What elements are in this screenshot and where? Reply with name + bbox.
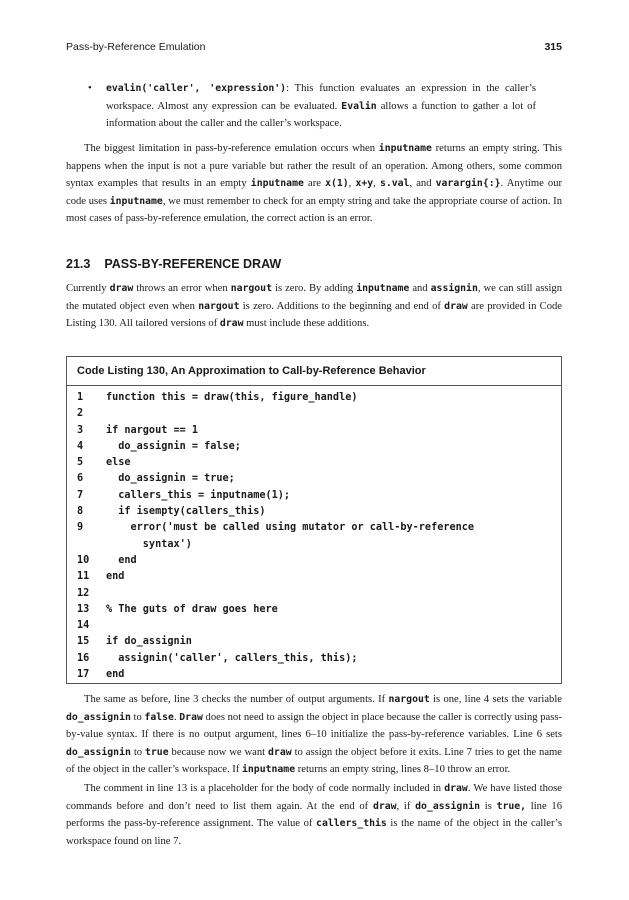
line-number: 13 [77, 603, 90, 615]
code-line [67, 618, 561, 634]
code-text: end [106, 571, 125, 583]
section-heading [66, 257, 281, 271]
code-listing-title: Code Listing 130, An Approximation to Call-by-Reference Behavior [77, 365, 426, 377]
inline-code: Evalin [341, 100, 377, 112]
code-line [67, 406, 561, 422]
code-line [67, 520, 561, 536]
line-number: 7 [77, 489, 84, 501]
line-number: 11 [77, 571, 90, 583]
line-number: 6 [77, 473, 84, 485]
paragraph-explanation: The same as before, line 3 checks the number of output arguments. If nargout is one, line 4 sets the variable do_assignin to false. Draw does not need to assign the object in place because the caller is correctly using pass-by-value syntax. If there is no output argument, lines 6–10 initialize the pass-by-reference variables. Line 6 sets do_assignin to true because now we want draw to assign the object before it exits. Line 7 tries to get the name of the object in the caller’s workspace. If inputname returns an empty string, lines 8–10 throw an error. [66, 694, 563, 776]
code-line [67, 471, 561, 487]
page-number: 315 [544, 41, 562, 53]
line-number: 8 [77, 506, 84, 518]
code-text: function this = draw(this, figure_handle) [106, 392, 358, 403]
code-text: assignin('caller', callers_this, this); [106, 652, 358, 664]
code-line [67, 537, 561, 553]
code-line [67, 586, 561, 602]
line-number: 5 [77, 457, 84, 469]
line-number: 17 [77, 669, 90, 681]
code-line [67, 488, 561, 504]
code-line [67, 390, 561, 406]
code-text: if nargout == 1 [106, 424, 199, 436]
line-number: 15 [77, 636, 90, 648]
code-text: else [106, 457, 131, 469]
code-text: if do_assignin [106, 636, 192, 648]
paragraph-draw-intro: Currently draw throws an error when nargout is zero. By adding inputname and assignin, we can still assign the mutated object even when nargout is zero. Additions to the beginning and end of draw are provided in Code Listing 130. All tailored versions of draw must include these additions. [66, 283, 563, 330]
code-line [67, 602, 561, 618]
code-line [67, 439, 561, 455]
code-line [67, 634, 561, 650]
inline-code: evalin('caller', 'expression') [106, 83, 287, 94]
code-text: end [106, 554, 137, 566]
line-number: 2 [77, 408, 84, 420]
line-number: 16 [77, 652, 90, 664]
bullet-item [90, 80, 536, 133]
line-number: 10 [77, 554, 90, 566]
code-listing-box [66, 356, 562, 684]
code-text: syntax') [106, 538, 192, 550]
code-listing-body [67, 390, 561, 683]
code-text: error('must be called using mutator or call-by-reference [106, 522, 475, 534]
running-header [66, 41, 562, 55]
line-number: 12 [77, 587, 90, 599]
line-number: 14 [77, 620, 90, 632]
line-number: 1 [77, 392, 84, 403]
code-line [67, 667, 561, 683]
paragraph-comment: The comment in line 13 is a placeholder for the body of code normally included in draw. We have listed those commands before and don’t need to list them again. At the end of draw, if do_assignin is true, line 16 performs the pass-by-reference assignment. The value of callers_this is the name of the object in the caller’s workspace found on line 7. [66, 783, 563, 847]
code-line [67, 423, 561, 439]
code-line [67, 569, 561, 585]
code-text: end [106, 669, 125, 681]
code-line [67, 553, 561, 569]
line-number: 4 [77, 440, 84, 452]
line-number: 9 [77, 522, 84, 534]
bullet-text: evalin('caller', 'expression'): This function evaluates an expression in the caller’s workspace. Almost any expression can be evaluated. Evalin allows a function to gather a lot of information about the caller and the caller’s workspace. [106, 83, 536, 130]
code-line [67, 504, 561, 520]
code-text: do_assignin = true; [106, 473, 235, 485]
bullet-marker: • [88, 83, 92, 94]
line-number: 3 [77, 424, 84, 436]
section-title: PASS-BY-REFERENCE DRAW [104, 257, 282, 271]
paragraph-limitation: The biggest limitation in pass-by-reference emulation occurs when inputname returns an empty string. This happens when the input is not a pure variable but rather the result of an operation. Among others, some common syntax examples that results in an empty inputname are x(1), x+y, s.val, and varargin{:}. Anytime our code uses inputname, we must remember to check for an empty string and take the appropriate course of action. In most cases of pass-by-reference emulation, the correct action is an error. [66, 143, 563, 225]
code-listing-divider [67, 385, 561, 386]
code-line [67, 651, 561, 667]
code-text: % The guts of draw goes here [106, 603, 278, 615]
running-title: Pass-by-Reference Emulation [66, 41, 206, 53]
code-line [67, 455, 561, 471]
code-text: do_assignin = false; [106, 440, 241, 452]
code-text: if isempty(callers_this) [106, 506, 266, 518]
section-number: 21.3 [66, 257, 91, 271]
code-text: callers_this = inputname(1); [106, 489, 291, 501]
